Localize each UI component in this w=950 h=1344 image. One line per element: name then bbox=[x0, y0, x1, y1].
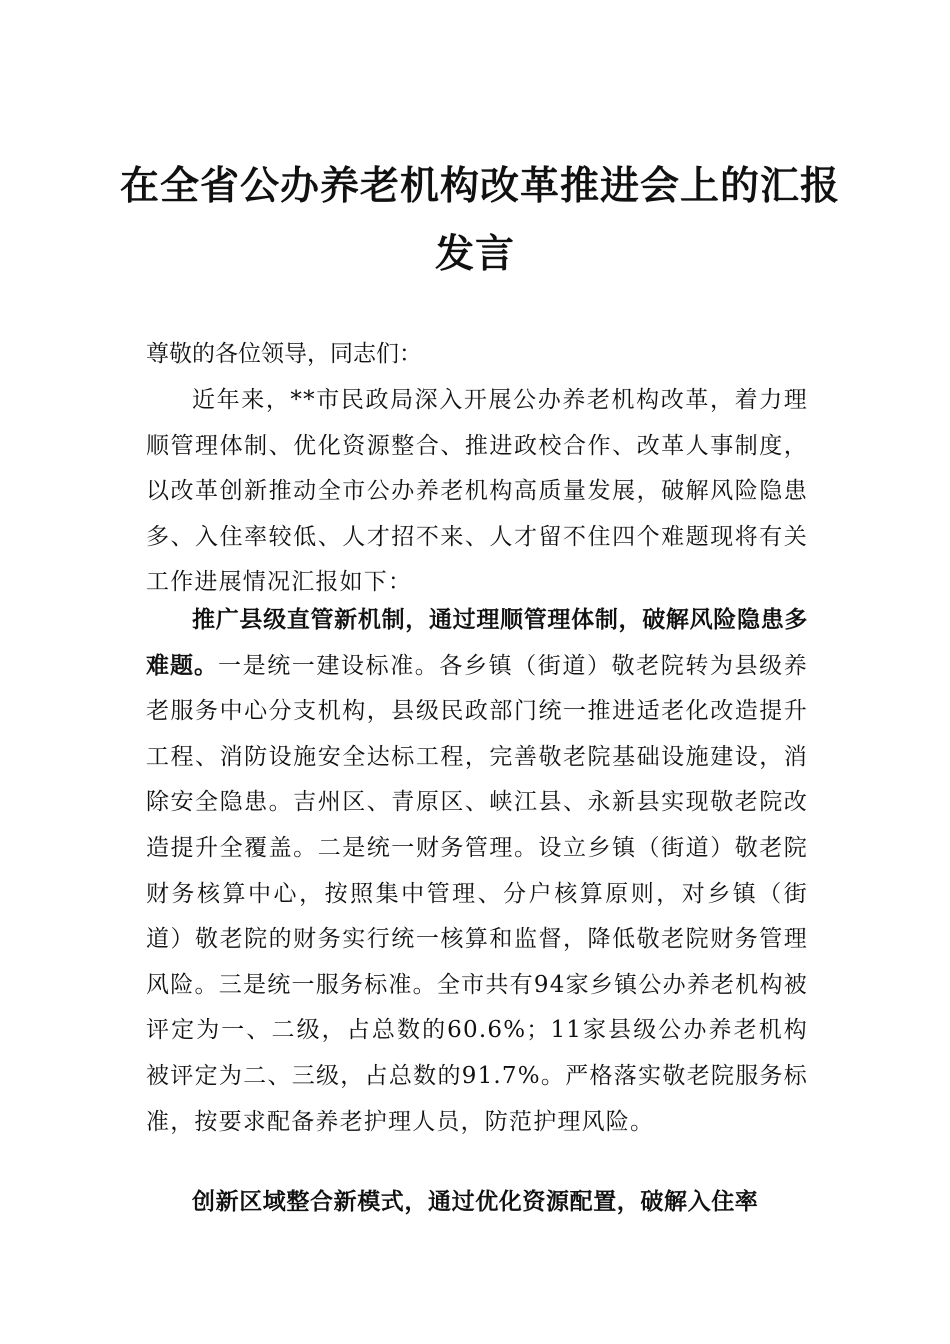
paragraph-section-1 bbox=[146, 598, 808, 1145]
section-2-heading: 创新区域整合新模式，通过优化资源配置，破解入住率 bbox=[192, 1189, 759, 1215]
paragraph-intro: 近年来，**市民政局深入开展公办养老机构改革，着力理顺管理体制、优化资源整合、推进政校合作、改革人事制度，以改革创新推动全市公办养老机构高质量发展，破解风险隐患多、入住率较低、人才招不来、人才留不住四个难题现将有关工作进展情况汇报如下： bbox=[146, 387, 808, 596]
document-title-line-2: 发言 bbox=[434, 231, 515, 277]
paragraph-section-2 bbox=[146, 1180, 808, 1226]
salutation: 尊敬的各位领导，同志们： bbox=[146, 341, 422, 367]
section-1-heading: 推广县级直管新机制，通过理顺管理体制，破解风险隐患多难题。 bbox=[146, 607, 808, 679]
document-title-line-1: 在全省公办养老机构改革推进会上的汇报 bbox=[120, 163, 841, 209]
section-1-body: 一是统一建设标准。各乡镇（街道）敬老院转为县级养老服务中心分支机构，县级民政部门统一推进适老化改造提升工程、消防设施安全达标工程，完善敬老院基础设施建设，消除安全隐患。吉州区、青原区、峡江县、永新县实现敬老院改造提升全覆盖。二是统一财务管理。设立乡镇（街道）敬老院财务核算中心，按照集中管理、分户核算原则，对乡镇（街道）敬老院的财务实行统一核算和监督，降低敬老院财务管理风险。三是统一服务标准。全市共有94家乡镇公办养老机构被评定为一、二级，占总数的60.6%；11家县级公办养老机构被评定为二、三级，占总数的91.7%。严格落实敬老院服务标准，按要求配备养老护理人员，防范护理风险。 bbox=[146, 652, 808, 1135]
